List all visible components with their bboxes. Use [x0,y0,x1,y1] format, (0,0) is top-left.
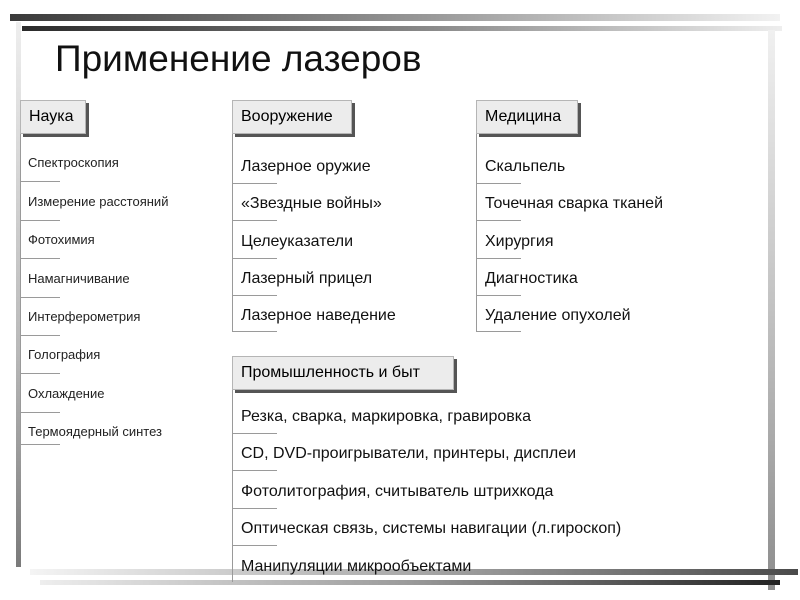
category-nauka-header: Наука [20,100,86,134]
list-item: «Звездные войны» [241,195,382,213]
frame-top-bar [10,14,780,21]
list-item: Оптическая связь, системы навигации (л.гироскоп) [241,520,621,538]
list-item: Лазерное оружие [241,158,371,176]
list-item: Манипуляции микрообъектами [241,558,472,575]
list-item: Резка, сварка, маркировка, гравировка [241,408,531,426]
list-item: Голография [28,347,100,362]
frame-top-bar-inner [22,26,782,31]
list-item: Фотохимия [28,232,95,247]
category-promyshlennost-header: Промышленность и быт [232,356,454,390]
list-item: Точечная сварка тканей [485,195,663,213]
list-item: Скальпель [485,158,565,176]
list-item: Лазерное наведение [241,307,396,325]
category-medicina-connector [476,134,477,331]
category-vooruzhenie-header: Вооружение [232,100,352,134]
list-item: Фотолитография, считыватель штрихкода [241,483,553,501]
category-vooruzhenie-connector [232,134,233,331]
category-promyshlennost-connector [232,390,233,582]
list-item: Целеуказатели [241,233,353,251]
list-item: Термоядерный синтез [28,424,162,439]
list-item: Диагностика [485,270,578,288]
frame-bottom-bar-inner [40,580,780,585]
category-medicina-header: Медицина [476,100,578,134]
list-item: Лазерный прицел [241,270,372,288]
list-item: Хирургия [485,233,553,251]
list-item: Измерение расстояний [28,194,168,209]
list-item: Интерферометрия [28,309,140,324]
slide-title: Применение лазеров [55,38,422,79]
list-item: Намагничивание [28,271,130,286]
list-item: CD, DVD-проигрыватели, принтеры, дисплеи [241,445,576,463]
list-item: Охлаждение [28,386,104,401]
list-item: Удаление опухолей [485,307,631,325]
frame-right-bar [768,30,775,590]
list-item: Спектроскопия [28,155,119,170]
